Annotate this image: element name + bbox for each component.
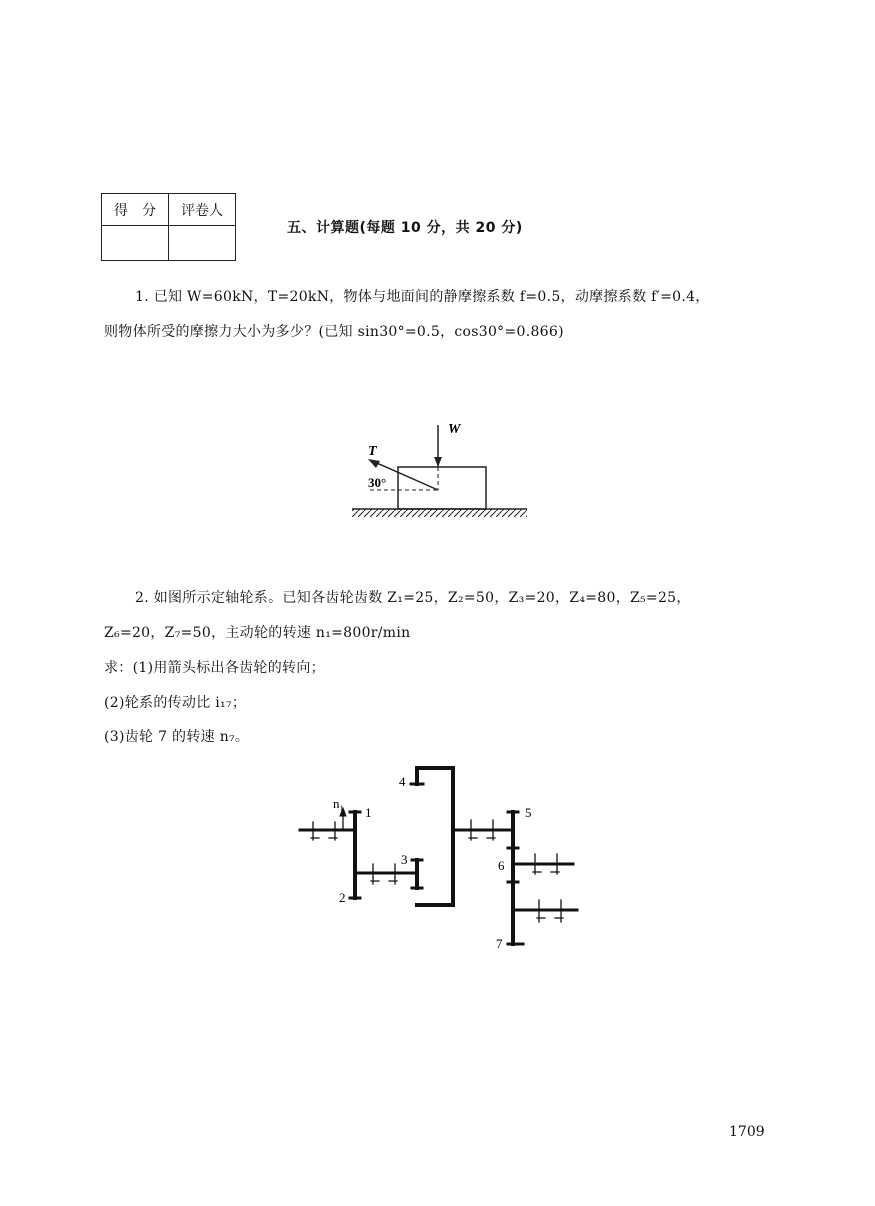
q2-line1: 2. 如图所示定轴轮系。已知各齿轮齿数 Z₁=25，Z₂=50，Z₃=20，Z₄=80，Z₅=25， [135,590,691,606]
gear-label-3: 3 [401,852,408,867]
score-cell[interactable] [102,226,169,261]
page-number: 1709 [729,1124,765,1140]
n1-label: n₁ [333,796,345,811]
block [398,467,486,509]
ground-hatch [352,509,527,517]
q2-line4: (2)轮系的传动比 i₁₇； [104,695,247,711]
q2-line2: Z₆=20，Z₇=50，主动轮的转速 n₁=800r/min [104,625,411,641]
gear-label-6: 6 [498,858,505,873]
w-label: W [448,422,461,437]
gear-label-7: 7 [496,936,503,951]
grader-cell[interactable] [169,226,236,261]
gear-label-1: 1 [365,805,372,820]
grader-header: 评卷人 [169,194,236,226]
q2-line5: (3)齿轮 7 的转速 n₇。 [104,729,250,745]
figure-gear-train [295,760,585,955]
q1-line2: 则物体所受的摩擦力大小为多少？(已知 sin30°=0.5，cos30°=0.866) [104,324,564,340]
gear-label-2: 2 [339,890,346,905]
figure-block-diagram [340,415,540,525]
gear-label-5: 5 [525,805,532,820]
q2-line3: 求：(1)用箭头标出各齿轮的转向； [104,660,325,676]
gear-label-4: 4 [399,774,406,789]
t-label: T [368,444,377,459]
q1-line1: 1. 已知 W=60kN，T=20kN，物体与地面间的静摩擦系数 f=0.5，动摩擦系数 f′=0.4， [135,289,710,305]
score-table [101,193,236,261]
section-title: 五、计算题(每题 10 分，共 20 分) [287,220,523,236]
score-header: 得 分 [102,194,169,226]
angle-label: 30° [368,475,387,490]
